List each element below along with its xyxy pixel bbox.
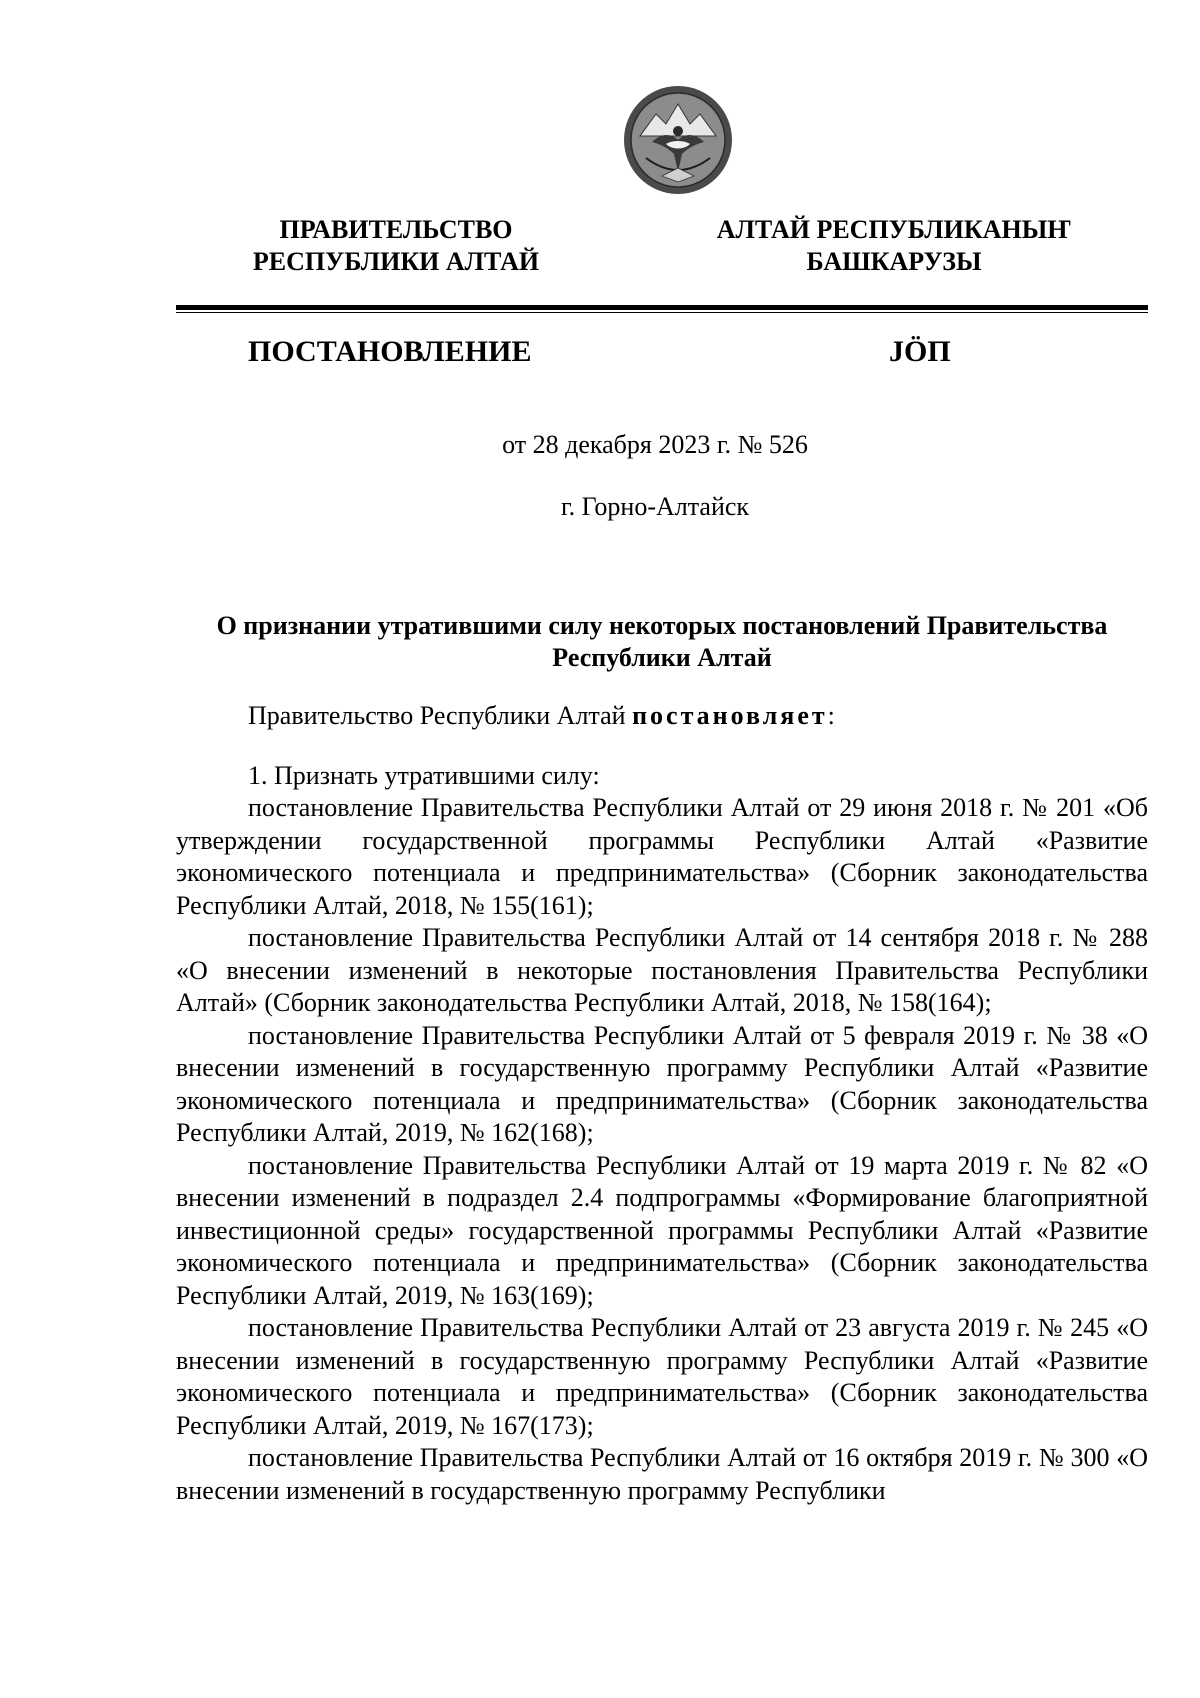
document-body — [176, 700, 1148, 1507]
repealed-act: постановление Правительства Республики Алтай от 14 сентября 2018 г. № 288 «О внесении изменений в некоторые постановления Правительства Республики Алтай» (Сборник законодательства Республики Алтай, 2018, № 158(164); — [176, 923, 1148, 1017]
date-number: от 28 декабря 2023 г. № 526 — [502, 430, 808, 459]
repealed-act: постановление Правительства Республики Алтай от 16 октября 2019 г. № 300 «О внесении изменений в государственную программу Республики — [176, 1443, 1148, 1505]
org-name-altai-line1: АЛТАЙ РЕСПУБЛИКАНЫҤ — [716, 215, 1072, 244]
org-name-altai-line2: БАШКАРУЗЫ — [806, 247, 982, 276]
org-name-russian — [186, 214, 606, 278]
coat-of-arms-icon — [622, 84, 734, 196]
org-name-russian-line2: РЕСПУБЛИКИ АЛТАЙ — [252, 247, 540, 276]
preamble — [176, 700, 1148, 733]
doc-type-russian: ПОСТАНОВЛЕНИЕ — [248, 335, 532, 368]
preamble-colon: : — [827, 701, 835, 730]
repealed-act: постановление Правительства Республики Алтай от 29 июня 2018 г. № 201 «Об утверждении государственной программы Республики Алтай «Развитие экономического потенциала и предпринимательства» (Сборник законодательства Республики Алтай, 2018, № 155(161); — [176, 793, 1148, 920]
repealed-act: постановление Правительства Республики Алтай от 23 августа 2019 г. № 245 «О внесении изменений в государственную программу Республики Алтай «Развитие экономического потенциала и предпринимательства» (Сборник законодательства Республики Алтай, 2019, № 167(173); — [176, 1313, 1148, 1440]
document-title — [176, 610, 1148, 674]
repealed-act: постановление Правительства Республики Алтай от 5 февраля 2019 г. № 38 «О внесении изменений в государственную программу Республики Алтай «Развитие экономического потенциала и предпринимательства» (Сборник законодательства Республики Алтай, 2019, № 162(168); — [176, 1020, 1148, 1147]
document-title-line2: Республики Алтай — [552, 643, 772, 672]
repealed-act: постановление Правительства Республики Алтай от 19 марта 2019 г. № 82 «О внесении изменений в подраздел 2.4 подпрограммы «Формирование благоприятной инвестиционной среды» государственной программы Республики Алтай «Развитие экономического потенциала и предпринимательства» (Сборник законодательства Республики Алтай, 2019, № 163(169); — [176, 1150, 1148, 1310]
header-divider-thin — [176, 312, 1148, 313]
item-1: 1. Признать утратившими силу: — [248, 760, 600, 790]
doc-type-altai: JÖП — [889, 335, 951, 368]
city: г. Горно-Алтайск — [560, 492, 750, 521]
preamble-text: Правительство Республики Алтай — [248, 701, 626, 730]
document-title-line1: О признании утратившими силу некоторых постановлений Правительства — [216, 611, 1108, 640]
preamble-decree-word: постановляет — [632, 701, 828, 730]
header-divider-thick — [176, 305, 1148, 310]
org-name-russian-line1: ПРАВИТЕЛЬСТВО — [279, 215, 513, 244]
org-name-altai — [684, 214, 1104, 278]
